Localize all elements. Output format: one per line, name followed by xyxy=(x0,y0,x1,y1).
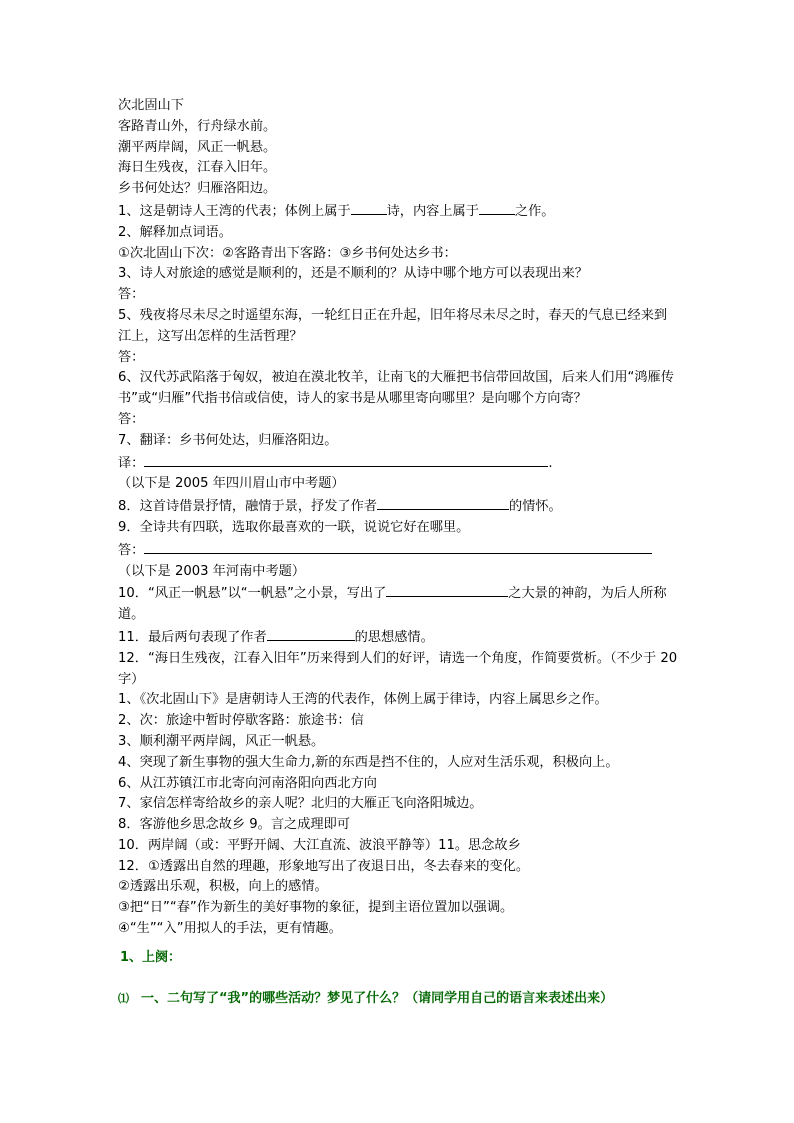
answer-blank[interactable] xyxy=(144,539,652,554)
exam-note-2005: （以下是 2005 年四川眉山市中考题） xyxy=(118,476,345,492)
answer-label: 答： xyxy=(118,411,145,427)
section-heading: 1、上阕： xyxy=(120,949,182,965)
answer-3: 3、顺利潮平两岸阔，风正一帆悬。 xyxy=(118,733,325,749)
answer-line: 答： xyxy=(118,539,678,562)
poem-line-2: 潮平两岸阔，风正一帆悬。 xyxy=(118,139,277,155)
question-number: ⑴ xyxy=(118,991,129,1005)
section-question xyxy=(118,989,678,1010)
answer-blank[interactable] xyxy=(144,452,548,467)
question-3: 3、诗人对旅途的感觉是顺利的，还是不顺利的？从诗中哪个地方可以表现出来？ xyxy=(118,266,588,282)
translation-line: 译： . xyxy=(118,452,678,475)
answer-8-9: 8．客游他乡思念故乡 9。言之成理即可 xyxy=(118,817,350,833)
answer-12-3: ③把“日”“春”作为新生的美好事物的象征，提到主语位置加以强调。 xyxy=(118,900,514,916)
answer-2: 2、次：旅途中暂时停歇客路：旅途书：信 xyxy=(118,713,364,729)
answer-6: 6、从江苏镇江市北寄向河南洛阳向西北方向 xyxy=(118,775,377,791)
answer-blank[interactable] xyxy=(351,200,387,215)
answer-blank[interactable] xyxy=(479,200,515,215)
poem-line-3: 海日生残夜，江春入旧年。 xyxy=(118,160,277,176)
poem-line-1: 客路青山外，行舟绿水前。 xyxy=(118,118,277,134)
answer-label: 答： xyxy=(118,287,145,303)
answer-12-1: 12．①透露出自然的理趣，形象地写出了夜退日出，冬去春来的变化。 xyxy=(118,858,530,874)
answer-1: 1、《次北固山下》是唐朝诗人王湾的代表作，体例上属于律诗，内容上属思乡之作。 xyxy=(118,692,608,708)
question-10: 10．“风正一帆悬”以“一帆悬”之小景，写出了 之大景的神韵，为后人所称道。 xyxy=(118,582,678,626)
answer-blank[interactable] xyxy=(377,495,509,510)
poem-line-4: 乡书何处达？归雁洛阳边。 xyxy=(118,181,277,197)
question-12: 12．“海日生残夜，江春入旧年”历来得到人们的好评，请选一个角度，作简要赏析。（不少于 20字） xyxy=(118,650,678,687)
question-5: 5、残夜将尽未尽之时遥望东海，一轮红日正在升起，旧年将尽未尽之时，春天的气息已经来到江上，这写出怎样的生活哲理？ xyxy=(118,307,668,344)
poem-title: 次北固山下 xyxy=(118,98,184,113)
exam-note-2003: （以下是 2003 年河南中考题） xyxy=(118,563,306,579)
answer-blank[interactable] xyxy=(267,626,355,641)
answer-4: 4、突现了新生事物的强大生命力,新的东西是挡不住的，人应对生活乐观，积极向上。 xyxy=(118,754,619,770)
document-body xyxy=(118,96,678,1009)
answer-10-11: 10．两岸阔（或：平野开阔、大江直流、波浪平静等）11。思念故乡 xyxy=(118,837,521,853)
question-6: 6、汉代苏武陷落于匈奴，被迫在漠北牧羊，让南飞的大雁把书信带回故国，后来人们用“鸿雁传书”或“归雁”代指书信或信使，诗人的家书是从哪里寄向哪里？是向哪个方向寄？ xyxy=(118,370,674,407)
answer-7: 7、家信怎样寄给故乡的亲人呢？北归的大雁正飞向洛阳城边。 xyxy=(118,796,483,812)
answer-12-4: ④“生”“入”用拟人的手法，更有情趣。 xyxy=(118,921,342,937)
question-7: 7、翻译：乡书何处达，归雁洛阳边。 xyxy=(118,432,338,448)
question-9: 9．全诗共有四联，选取你最喜欢的一联，说说它好在哪里。 xyxy=(118,519,470,535)
question-2: 2、解释加点词语。 xyxy=(118,224,232,240)
answer-12-2: ②透露出乐观，积极，向上的感情。 xyxy=(118,879,328,895)
answer-blank[interactable] xyxy=(386,582,508,597)
answer-label: 答： xyxy=(118,349,145,365)
question-11: 11．最后两句表现了作者 的思想感情。 xyxy=(118,626,678,649)
question-text: 一、二句写了“我”的哪些活动？梦见了什么？（请同学用自己的语言来表述出来） xyxy=(141,990,614,1006)
question-2-items: ①次北固山下次：②客路青出下客路：③乡书何处达乡书： xyxy=(118,245,457,261)
question-8: 8．这首诗借景抒情，融情于景，抒发了作者 的情怀。 xyxy=(118,495,678,518)
question-1: 1、这是朝诗人王湾的代表；体例上属于 诗，内容上属于 之作。 xyxy=(118,200,678,223)
